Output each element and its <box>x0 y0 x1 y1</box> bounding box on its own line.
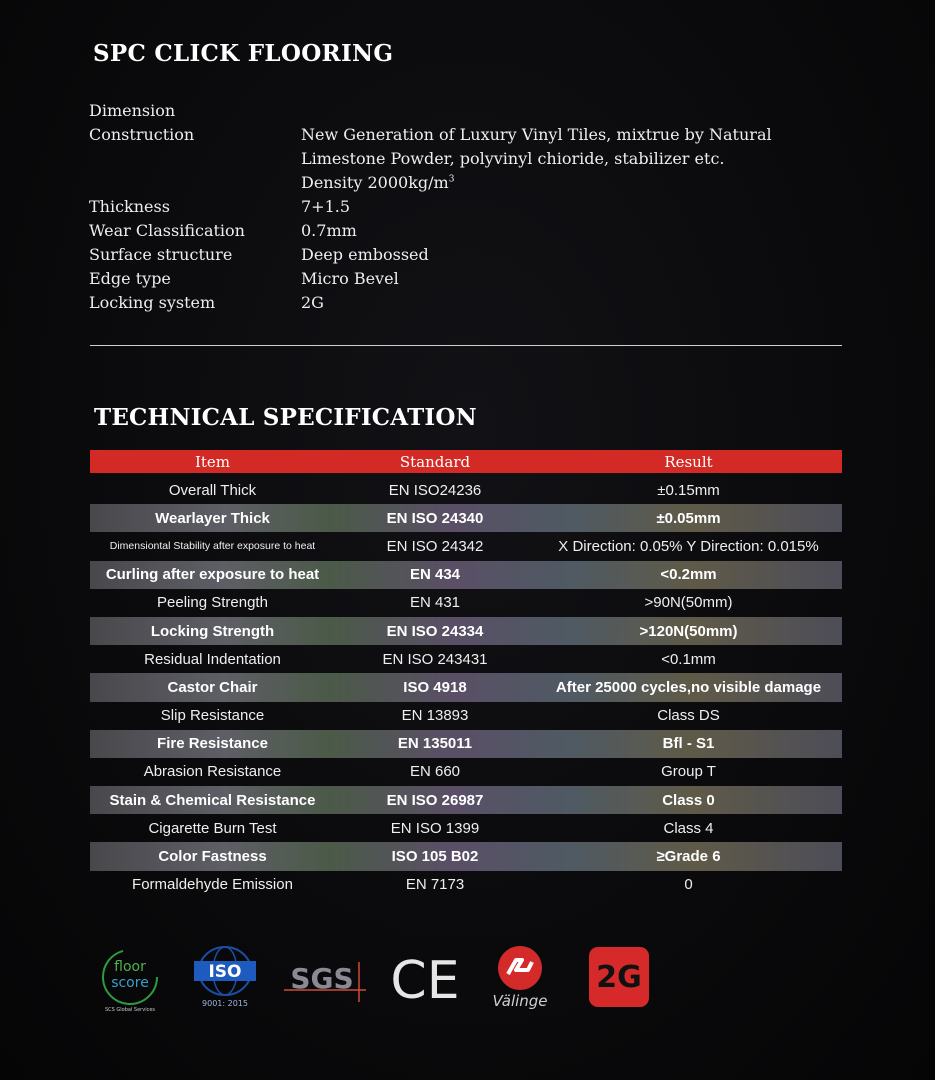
table-row <box>90 476 842 504</box>
cell-result: <0.2mm <box>660 566 717 584</box>
property-label: Construction <box>89 125 195 144</box>
property-value: 2G <box>301 293 324 312</box>
table-row <box>90 758 842 786</box>
cell-result: ±0.05mm <box>656 509 721 527</box>
cell-item: Residual Indentation <box>144 650 281 668</box>
cell-standard: EN ISO 24340 <box>386 509 484 527</box>
property-row-construction <box>89 123 849 195</box>
table-row <box>90 814 842 842</box>
cell-result: >120N(50mm) <box>639 622 738 640</box>
density-superscript: 3 <box>448 174 455 185</box>
cell-standard: EN 135011 <box>397 735 473 753</box>
cell-result: 0 <box>684 876 693 894</box>
property-value: 7+1.5 <box>301 197 351 216</box>
cell-result: Class 0 <box>662 791 715 809</box>
property-value <box>301 99 849 123</box>
table-row <box>90 645 842 673</box>
product-properties <box>89 99 849 315</box>
page-title: SPC CLICK FLOORING <box>93 40 394 67</box>
cell-standard: EN ISO 1399 <box>390 819 480 837</box>
cell-item: Wearlayer Thick <box>155 509 270 527</box>
table-row <box>90 561 842 589</box>
property-label: Wear Classification <box>89 221 245 240</box>
cell-result: ≥Grade 6 <box>656 848 721 866</box>
property-row-dimension <box>89 99 849 123</box>
property-row-thickness <box>89 195 849 219</box>
property-row-locking <box>89 291 849 315</box>
property-value <box>301 123 849 195</box>
header-result: Result <box>664 452 713 471</box>
property-value: Deep embossed <box>301 245 429 264</box>
ce-text: CE <box>390 951 460 1006</box>
cell-standard: EN ISO 24334 <box>386 622 484 640</box>
density-text: Density 2000kg/m <box>301 173 449 192</box>
cell-standard: ISO 4918 <box>403 678 467 696</box>
cell-item: Curling after exposure to heat <box>105 566 320 584</box>
header-standard: Standard <box>399 452 471 471</box>
iso-caption: 9001: 2015 <box>202 999 248 1008</box>
ce-logo-icon <box>385 950 465 1006</box>
spec-table <box>90 450 842 899</box>
cell-result: Class DS <box>657 707 720 725</box>
construction-line-1: New Generation of Luxury Vinyl Tiles, mixtrue by Natural <box>301 125 772 144</box>
cell-standard: EN 7173 <box>405 876 465 894</box>
cell-item: Dimensiontal Stability after exposure to heat <box>109 540 316 553</box>
property-label: Locking system <box>89 293 216 312</box>
cell-item: Formaldehyde Emission <box>132 876 293 894</box>
cell-standard: EN ISO 243431 <box>382 650 488 668</box>
cell-item: Locking Strength <box>150 622 275 640</box>
property-value: Micro Bevel <box>301 269 399 288</box>
floorscore-caption: SCS Global Services <box>104 1007 156 1013</box>
property-row-wear <box>89 219 849 243</box>
cell-item: Abrasion Resistance <box>143 763 282 781</box>
cell-result: <0.1mm <box>661 650 716 668</box>
floorscore-top-text: floor <box>114 959 146 975</box>
table-row <box>90 871 842 899</box>
2g-logo-icon <box>587 945 651 1009</box>
certification-logos <box>90 940 690 1020</box>
cell-item: Overall Thick <box>168 481 257 499</box>
header-item: Item <box>194 452 231 471</box>
2g-text: 2G <box>596 960 642 995</box>
construction-line-3 <box>301 171 849 195</box>
table-row <box>90 673 842 701</box>
table-row <box>90 617 842 645</box>
cell-item: Stain & Chemical Resistance <box>109 791 316 809</box>
sgs-logo-icon <box>280 950 370 1006</box>
section-divider <box>90 345 842 346</box>
property-value: 0.7mm <box>301 221 357 240</box>
property-label: Surface structure <box>89 245 233 264</box>
cell-standard: EN ISO 24342 <box>386 537 484 555</box>
cell-standard: EN 434 <box>409 566 461 584</box>
cell-result: Group T <box>661 763 716 781</box>
table-row <box>90 842 842 870</box>
cell-item: Slip Resistance <box>160 707 265 725</box>
iso-logo-icon <box>188 945 262 1011</box>
table-row <box>90 730 842 758</box>
table-header <box>90 450 842 473</box>
property-label: Thickness <box>89 197 170 216</box>
cell-result: After 25000 cycles,no visible damage <box>555 678 822 696</box>
cell-standard: EN 13893 <box>401 707 469 725</box>
section-title-technical: TECHNICAL SPECIFICATION <box>94 404 477 431</box>
cell-item: Cigarette Burn Test <box>148 819 277 837</box>
floorscore-bottom-text: score <box>111 975 149 991</box>
cell-item: Color Fastness <box>158 848 267 866</box>
property-row-edge <box>89 267 849 291</box>
cell-result: Bfl - S1 <box>662 735 715 753</box>
valinge-logo-icon <box>488 944 558 1014</box>
table-row <box>90 786 842 814</box>
cell-item: Fire Resistance <box>157 735 268 753</box>
cell-result: Class 4 <box>663 819 714 837</box>
sgs-text: SGS <box>290 962 354 995</box>
property-row-surface <box>89 243 849 267</box>
cell-standard: EN ISO 26987 <box>386 791 484 809</box>
table-row <box>90 589 842 617</box>
table-row <box>90 532 842 560</box>
construction-line-2: Limestone Powder, polyvinyl chioride, stabilizer etc. <box>301 149 725 168</box>
cell-item: Peeling Strength <box>157 594 268 612</box>
cell-result: >90N(50mm) <box>644 594 733 612</box>
iso-text: ISO <box>208 962 242 982</box>
property-label: Dimension <box>89 101 176 120</box>
cell-item: Castor Chair <box>167 678 258 696</box>
cell-standard: EN 431 <box>409 594 461 612</box>
valinge-text: Välinge <box>492 992 548 1010</box>
table-row <box>90 504 842 532</box>
cell-standard: EN ISO24236 <box>388 481 482 499</box>
table-row <box>90 702 842 730</box>
property-label: Edge type <box>89 269 171 288</box>
cell-result: ±0.15mm <box>657 481 720 499</box>
cell-standard: EN 660 <box>409 763 461 781</box>
floorscore-logo-icon <box>95 945 165 1015</box>
cell-standard: ISO 105 B02 <box>391 848 479 866</box>
cell-result: X Direction: 0.05% Y Direction: 0.015% <box>558 537 819 555</box>
